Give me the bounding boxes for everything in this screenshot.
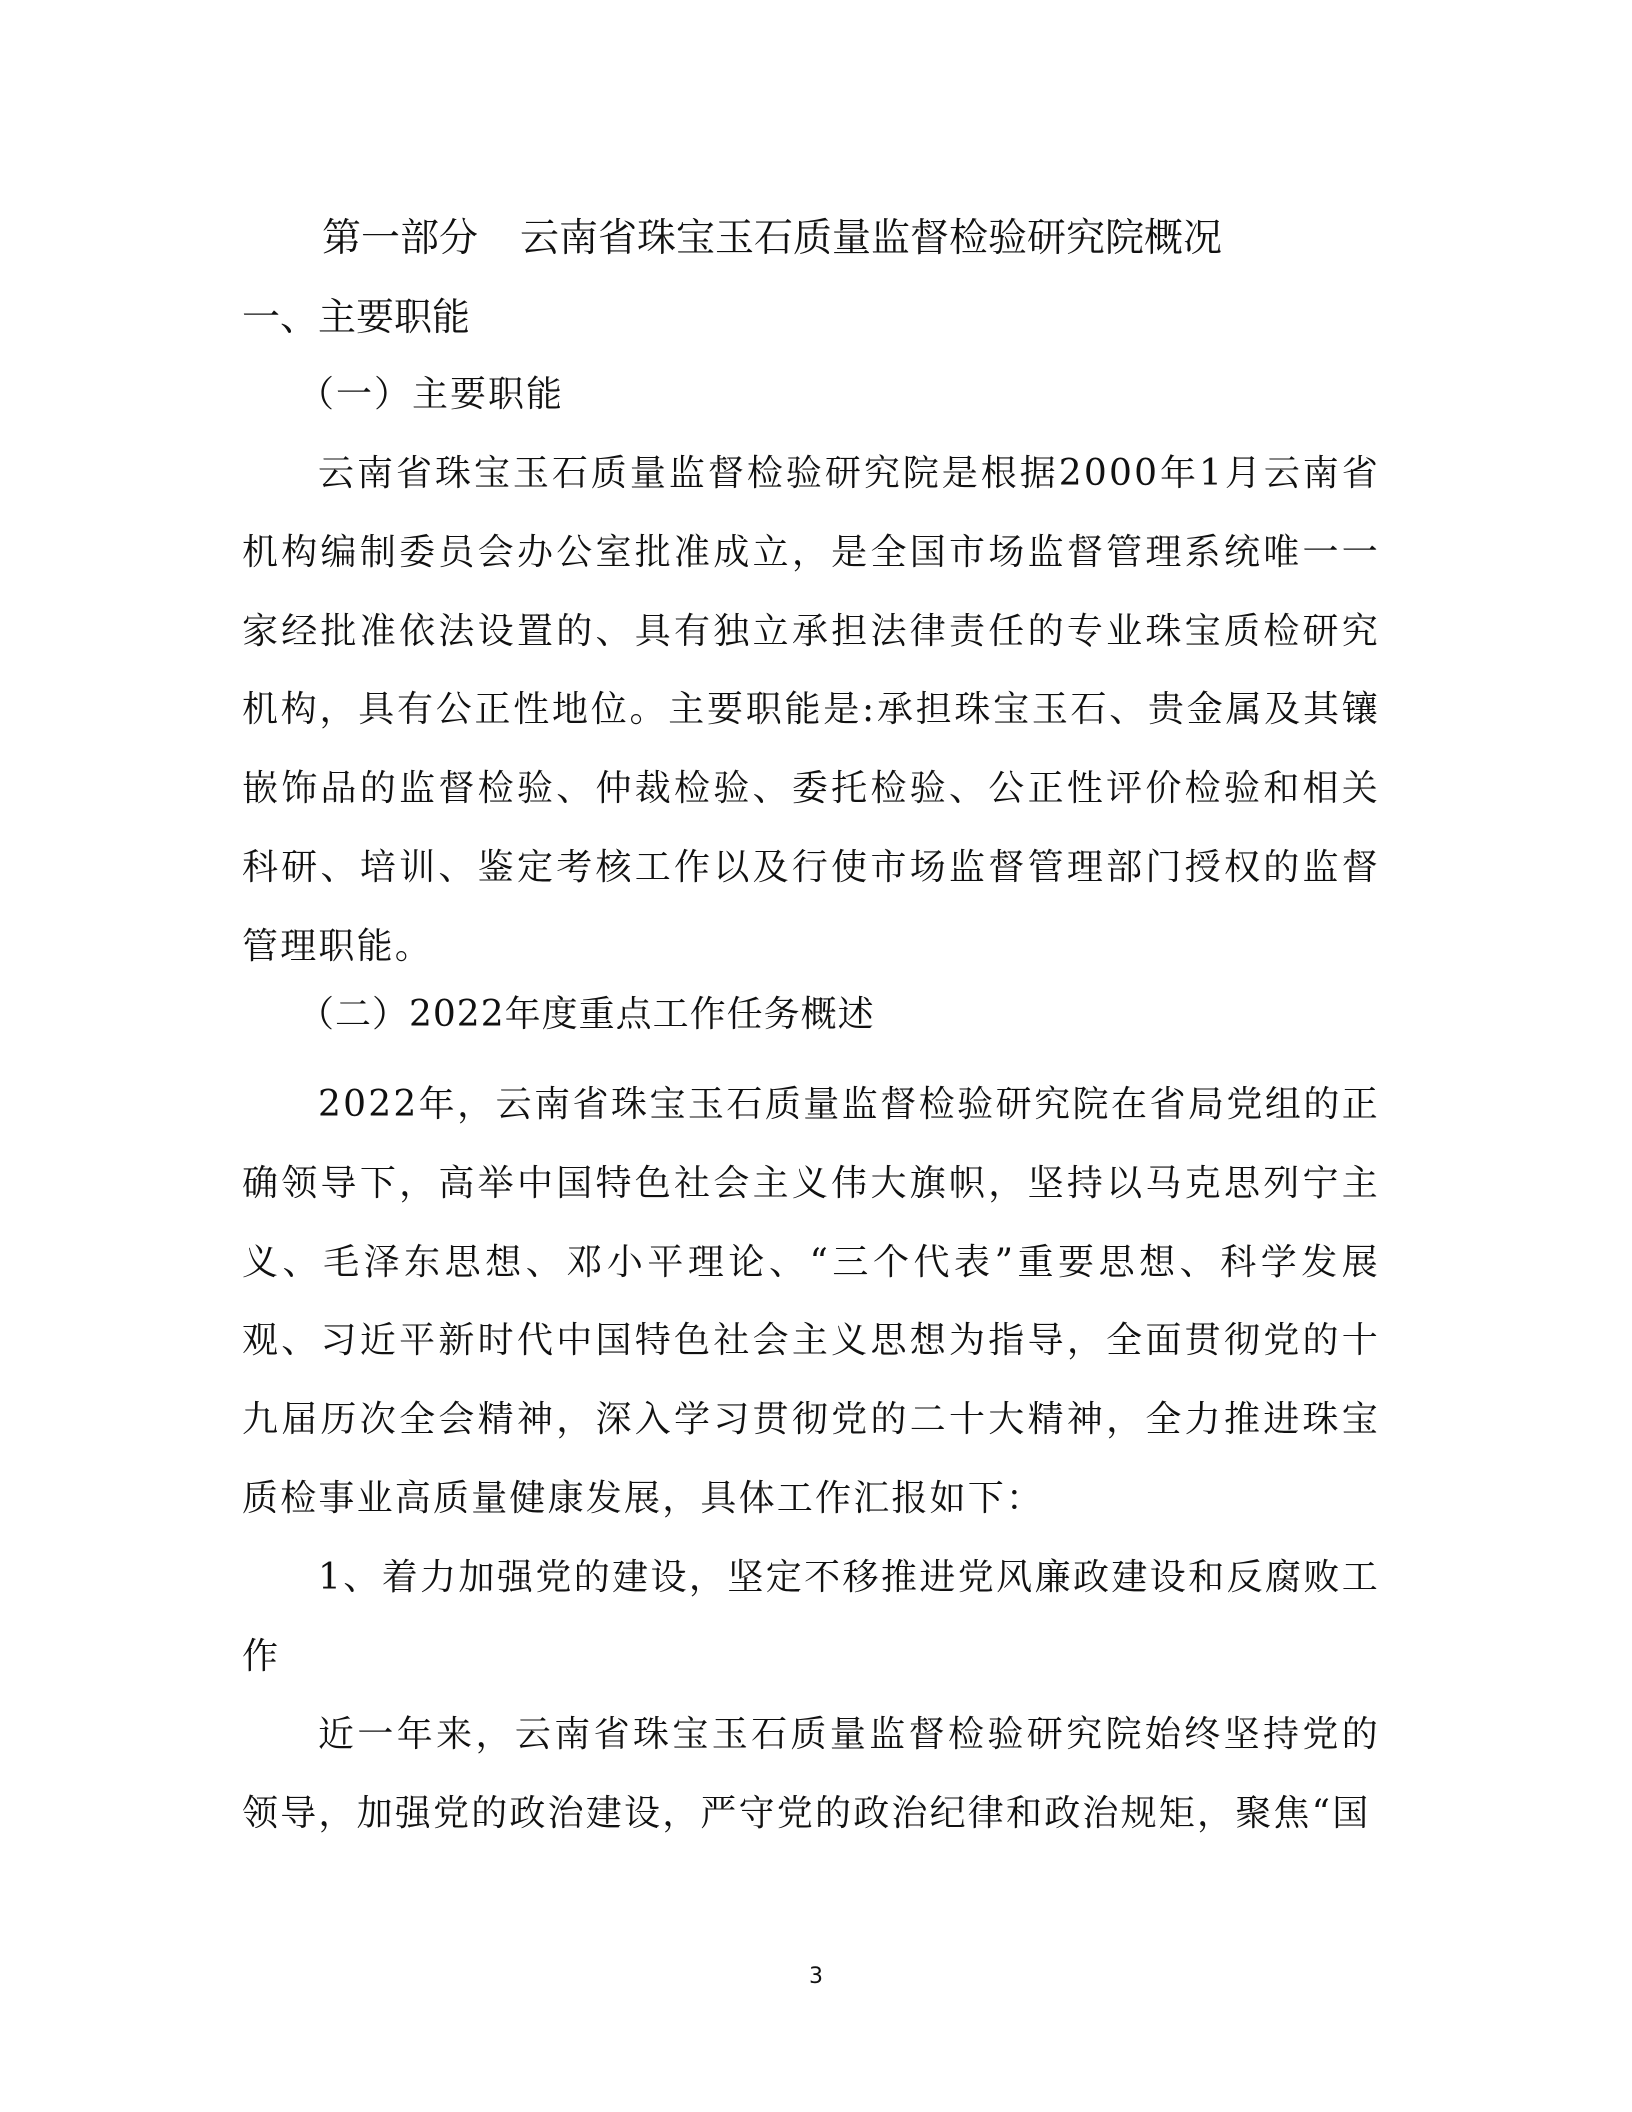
paragraph-main-functions: 云南省珠宝玉石质量监督检验研究院是根据2000年1月云南省机构编制委员会办公室批准成立，是全国市场监督管理系统唯一一家经批准依法设置的、具有独立承担法律责任的专业珠宝质检研究机构，具有公正性地位。主要职能是:承担珠宝玉石、贵金属及其镶嵌饰品的监督检验、仲裁检验、委托检验、公正性评价检验和相关科研、培训、鉴定考核工作以及行使市场监督管理部门授权的监督管理职能。: [242, 453, 1380, 967]
page-number: 3: [809, 1964, 823, 1989]
title-part-label: 第一部分: [322, 216, 479, 261]
subsection-heading-2: （二）2022年度重点工作任务概述: [298, 994, 875, 1035]
document-title: [322, 212, 1422, 266]
paragraph-work-overview: 2022年，云南省珠宝玉石质量监督检验研究院在省局党组的正确领导下，高举中国特色社会主义伟大旗帜，坚持以马克思列宁主义、毛泽东思想、邓小平理论、“三个代表”重要思想、科学发展观、习近平新时代中国特色社会主义思想为指导，全面贯彻党的十九届历次全会精神，深入学习贯彻党的二十大精神，全力推进珠宝质检事业高质量健康发展，具体工作汇报如下：: [242, 1084, 1380, 1519]
list-item-party-building: 1、着力加强党的建设，坚定不移推进党风廉政建设和反腐败工作: [242, 1557, 1380, 1677]
section-heading-main-functions: 一、主要职能: [242, 295, 471, 339]
paragraph-party-leadership: 近一年来，云南省珠宝玉石质量监督检验研究院始终坚持党的领导，加强党的政治建设，严守党的政治纪律和政治规矩，聚焦“国: [242, 1714, 1380, 1834]
subsection-heading-1: （一）主要职能: [298, 374, 565, 415]
title-main-text: 云南省珠宝玉石质量监督检验研究院概况: [520, 216, 1223, 261]
